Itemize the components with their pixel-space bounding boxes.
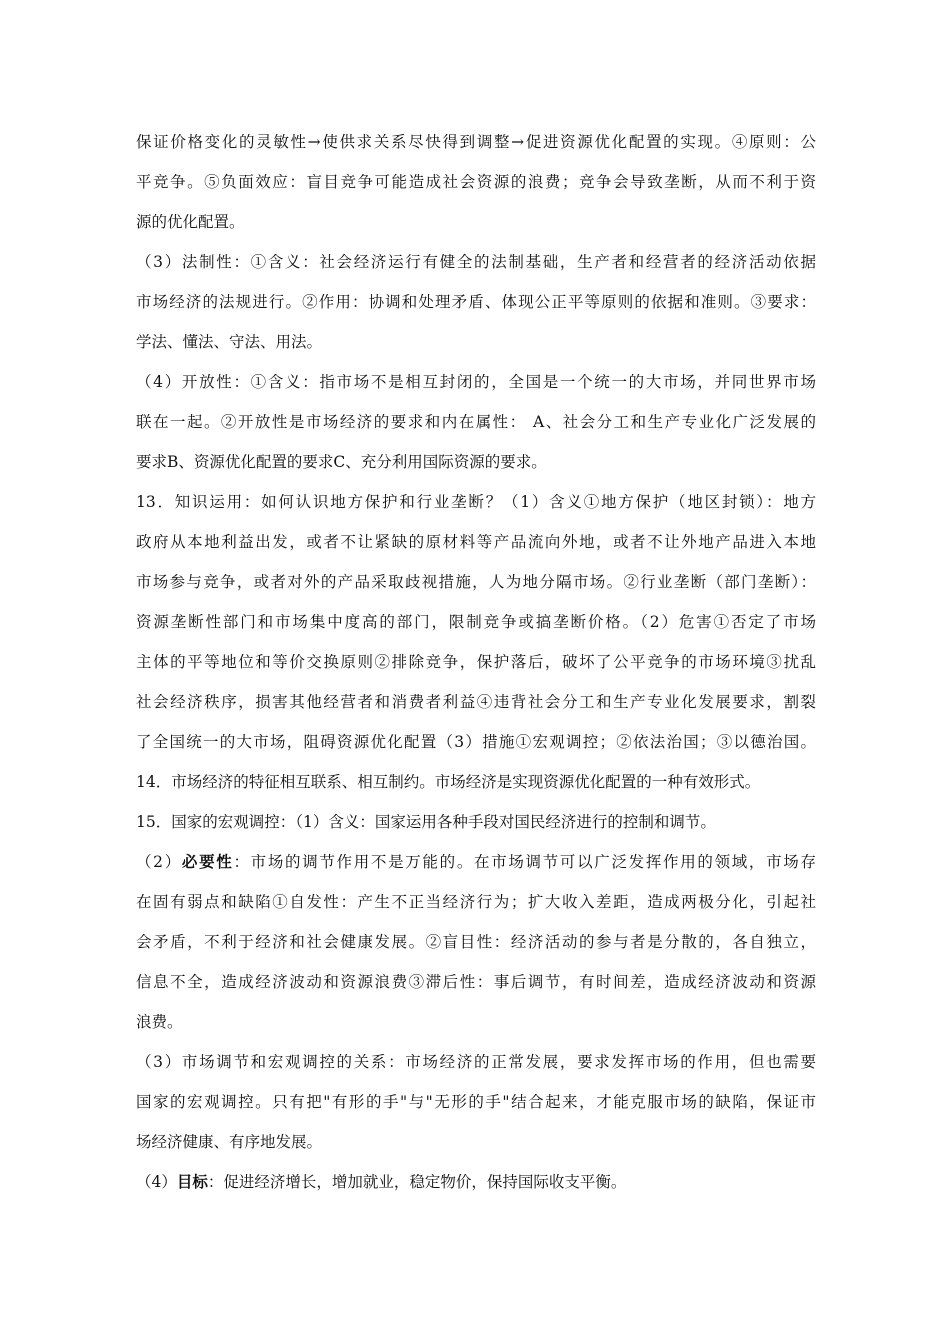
text-line: （3）法制性：①含义：社会经济运行有健全的法制基础，生产者和经营者的经济活动依据 [136,253,816,271]
text-line: 要求B、资源优化配置的要求C、充分利用国际资源的要求。 [136,453,547,471]
text-line [136,842,816,882]
text-line: 了全国统一的大市场，阻碍资源优化配置（3）措施①宏观调控；②依法治国；③以德治国。 [136,733,816,751]
text-line: 学法、懂法、守法、用法。 [136,333,323,351]
text-line: （3）市场调节和宏观调控的关系：市场经济的正常发展，要求发挥市场的作用，但也需要 [136,1053,816,1071]
item-prefix: （4） [136,1173,177,1191]
bold-term: 必要性 [181,852,234,871]
text-line: 市场经济的法规进行。②作用：协调和处理矛盾、体现公正平等原则的依据和准则。③要求： [136,293,816,311]
text-line: 政府从本地利益出发，或者不让紧缺的原材料等产品流向外地，或者不让外地产品进入本地 [136,533,816,551]
item-text: ：市场的调节作用不是万能的。在市场调节可以广泛发挥作用的领域，市场存 [233,853,816,871]
text-line: 社会经济秩序，损害其他经营者和消费者利益④违背社会分工和生产专业化发展要求，割裂 [136,693,816,711]
text-line: 国家的宏观调控。只有把"有形的手"与"无形的手"结合起来，才能克服市场的缺陷，保证市 [136,1093,816,1111]
item-text: ：促进经济增长，增加就业，稳定物价，保持国际收支平衡。 [207,1173,627,1191]
text-line: 资源垄断性部门和市场集中度高的部门，限制竞争或搞垄断价格。（2）危害①否定了市场 [136,613,816,631]
text-line: 会矛盾，不利于经济和社会健康发展。②盲目性：经济活动的参与者是分散的，各自独立， [136,933,816,951]
text-line [136,1162,816,1202]
text-line: 15．国家的宏观调控：（1）含义：国家运用各种手段对国民经济进行的控制和调节。 [136,813,716,831]
text-line: 场经济健康、有序地发展。 [136,1133,323,1151]
text-line: 信息不全，造成经济波动和资源浪费③滞后性：事后调节，有时间差，造成经济波动和资源 [136,973,816,991]
item-prefix: （2） [136,853,182,871]
text-line: 保证价格变化的灵敏性→使供求关系尽快得到调整→促进资源优化配置的实现。④原则：公 [136,133,816,151]
text-line: 14．市场经济的特征相互联系、相互制约。市场经济是实现资源优化配置的一种有效形式。 [136,773,761,791]
text-line: 平竞争。⑤负面效应：盲目竞争可能造成社会资源的浪费；竞争会导致垄断，从而不利于资 [136,173,816,191]
text-line: 市场参与竞争，或者对外的产品采取歧视措施，人为地分隔市场。②行业垄断（部门垄断）： [136,573,816,591]
document-page [136,122,816,1202]
text-line: （4）开放性：①含义：指市场不是相互封闭的，全国是一个统一的大市场，并同世界市场 [136,373,816,391]
text-line: 联在一起。②开放性是市场经济的要求和内在属性： A、社会分工和生产专业化广泛发展的 [136,413,816,431]
text-line: 浪费。 [136,1013,183,1031]
text-line: 在固有弱点和缺陷①自发性：产生不正当经济行为；扩大收入差距，造成两极分化，引起社 [136,893,816,911]
text-line: 13．知识运用：如何认识地方保护和行业垄断？（1）含义①地方保护（地区封锁）：地方 [136,493,816,511]
bold-term: 目标 [176,1172,208,1191]
text-line: 源的优化配置。 [136,213,245,231]
text-line: 主体的平等地位和等价交换原则②排除竞争，保护落后，破坏了公平竞争的市场环境③扰乱 [136,653,816,671]
